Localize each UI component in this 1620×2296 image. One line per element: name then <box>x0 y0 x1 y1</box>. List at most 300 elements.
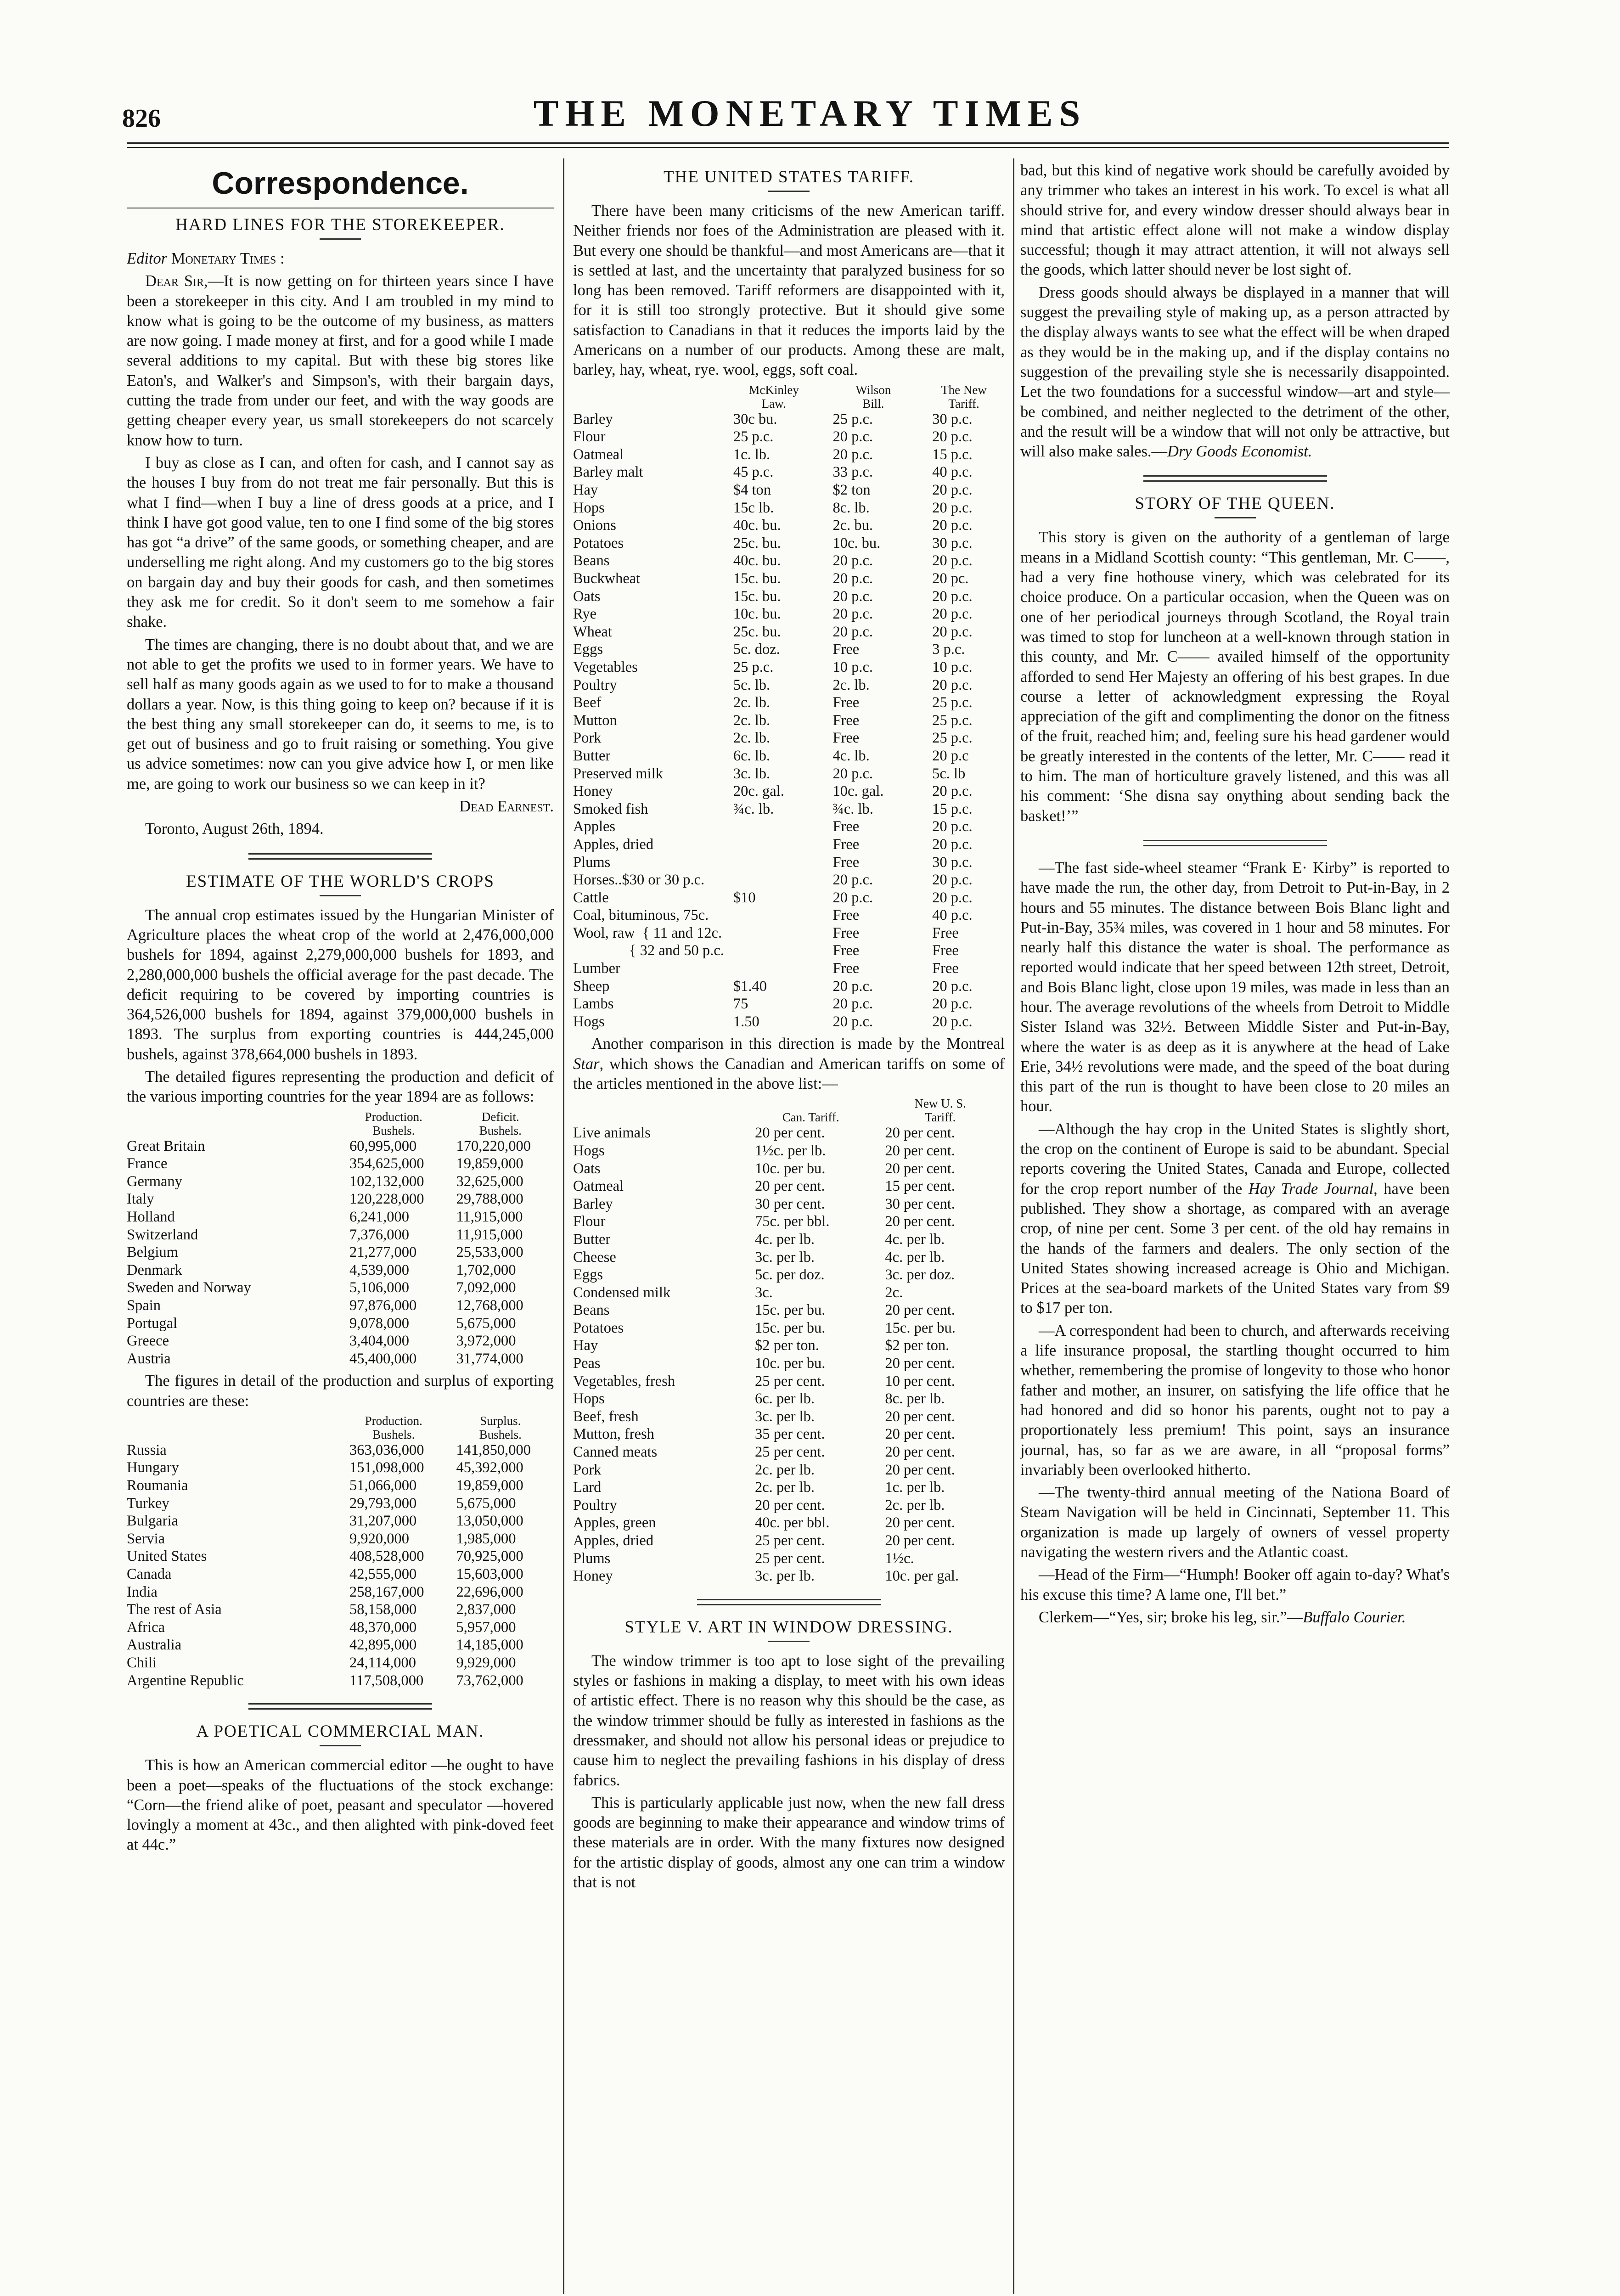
table-header-blank <box>127 1110 340 1137</box>
row-value: 10c. per bu. <box>755 1355 826 1372</box>
double-rule <box>248 853 432 860</box>
row-value: 20 p.c. <box>932 482 973 499</box>
row-value: 1½c. <box>885 1550 914 1567</box>
row-label: Servia <box>127 1530 165 1547</box>
row-label: { 32 and 50 p.c. <box>573 942 724 959</box>
row-value: Free <box>932 960 959 977</box>
row-value: 20 per cent. <box>885 1426 955 1443</box>
row-value: 20 per cent. <box>885 1355 955 1372</box>
table-row <box>573 1355 1005 1373</box>
table-header-surplus: Surplus. Bushels. <box>479 1413 522 1441</box>
row-label: Beans <box>573 1302 610 1319</box>
row-value: 48,370,000 <box>349 1619 417 1636</box>
row-value: 20 p.c. <box>832 978 873 995</box>
row-value: 102,132,000 <box>349 1173 424 1190</box>
row-value: 31,207,000 <box>349 1513 417 1530</box>
table-row <box>573 942 1005 960</box>
row-value: 117,508,000 <box>349 1672 424 1689</box>
masthead-rule-bottom <box>127 147 1449 148</box>
row-value: 29,788,000 <box>456 1191 523 1208</box>
row-value: ¾c. lb. <box>832 800 873 817</box>
row-value: 25 per cent. <box>755 1550 825 1567</box>
row-label: Denmark <box>127 1261 182 1278</box>
table-row <box>127 1155 554 1173</box>
row-value: 15c lb. <box>733 499 774 516</box>
table-row <box>127 1672 554 1690</box>
row-value: 151,098,000 <box>349 1459 424 1476</box>
row-label: Peas <box>573 1355 601 1372</box>
row-value: 7,092,000 <box>456 1279 516 1296</box>
row-value: 30 per cent. <box>755 1195 825 1212</box>
row-value: 70,925,000 <box>456 1548 523 1565</box>
row-value: 8c. per lb. <box>885 1390 945 1407</box>
row-value: 20 p.c <box>932 747 969 764</box>
table-row <box>127 1441 554 1459</box>
paragraph: This is particularly applicable just now, when the new fall dress goods are beginning to make their appearance and window trims of these materials are in order. With the many fixtures now designed for the artistic display of goods, almost any one can trim a window that is not <box>573 1794 1005 1891</box>
salutation: Editor Monetary Times : <box>127 250 285 267</box>
table-header-blank <box>127 1414 340 1441</box>
row-value: 20 per cent. <box>885 1532 955 1549</box>
row-value: 20 p.c. <box>932 872 973 889</box>
table-row <box>573 854 1005 872</box>
table-header-production: Production. Bushels. <box>365 1413 422 1441</box>
row-value: $2 ton <box>832 482 871 499</box>
row-value: 25 p.c. <box>932 712 973 729</box>
table-row <box>127 1226 554 1244</box>
row-value: 10c. per bu. <box>755 1160 826 1177</box>
table-row <box>127 1495 554 1513</box>
table-row <box>573 906 1005 924</box>
row-value: 12,768,000 <box>456 1297 523 1314</box>
row-value: 5c. per doz. <box>755 1266 825 1283</box>
dateline: Toronto, August 26th, 1894. <box>145 820 324 838</box>
table-header-deficit: Deficit. Bushels. <box>479 1109 522 1137</box>
row-value: 5,957,000 <box>456 1619 516 1636</box>
masthead: THE MONETARY TIMES <box>533 92 1087 134</box>
row-value: 20 p.c. <box>932 517 973 534</box>
table-row <box>573 1266 1005 1284</box>
row-value: 258,167,000 <box>349 1583 424 1600</box>
row-label: Oatmeal <box>573 446 624 463</box>
row-value: 45 p.c. <box>733 464 774 481</box>
row-label: Africa <box>127 1619 165 1636</box>
row-value: $10 <box>733 889 756 906</box>
row-value: 20 per cent. <box>885 1142 955 1159</box>
title-rule <box>768 191 810 192</box>
table-row <box>573 1160 1005 1178</box>
row-value: 30c bu. <box>733 411 777 428</box>
table-row <box>573 1337 1005 1355</box>
paragraph-text: Another comparison in this direction is made by the Montreal <box>591 1035 1005 1053</box>
article-title-us-tariff: THE UNITED STATES TARIFF. <box>663 168 915 186</box>
column-2 <box>573 161 1005 2280</box>
row-label: Barley <box>573 411 613 428</box>
row-value: 2c. bu. <box>832 517 873 534</box>
row-value: $2 per ton. <box>755 1337 819 1354</box>
row-label: Hay <box>573 482 598 499</box>
row-value: 20 per cent. <box>885 1444 955 1461</box>
source-star: Star <box>573 1055 600 1073</box>
row-label: France <box>127 1155 168 1172</box>
row-value: 25 per cent. <box>755 1373 825 1390</box>
table-row <box>127 1173 554 1191</box>
row-label: Greece <box>127 1333 169 1350</box>
row-value: 20 p.c. <box>832 588 873 605</box>
row-value: 3 p.c. <box>932 641 965 658</box>
table-row <box>573 1497 1005 1514</box>
row-value: 363,036,000 <box>349 1441 424 1458</box>
row-value: 5c. lb. <box>733 676 771 693</box>
row-value: 5c. lb <box>932 765 966 782</box>
row-value: 8c. lb. <box>832 499 870 516</box>
importing-countries-table <box>127 1110 554 1368</box>
row-value: 29,793,000 <box>349 1495 417 1512</box>
table-row <box>573 1425 1005 1443</box>
canada-us-tariff-table <box>573 1097 1005 1585</box>
row-value: Free <box>932 942 959 959</box>
row-label: Condensed milk <box>573 1284 671 1301</box>
paragraph: There have been many criticisms of the new American tariff. Neither friends nor foes of the Administration are pleased with it. But every one should be thankful—and most Americans are—that it is settled at last, and the uncertainty that paralyzed business for so long has been removed. Tariff reformers are disappointed with it, for it is still too strongly protective. But it should give some satisfaction to Canadians in that it reduces the imports laid by the Americans on a number of our products. Among these are malt, barley, hay, wheat, rye. wool, eggs, soft coal. <box>573 202 1005 379</box>
row-label: Austria <box>127 1350 171 1367</box>
row-value: 15 p.c. <box>932 446 973 463</box>
row-value: 20 p.c. <box>932 1013 973 1030</box>
row-value: 20 p.c. <box>932 978 973 995</box>
row-value: 20 per cent. <box>755 1497 825 1514</box>
table-row <box>573 446 1005 464</box>
row-value: 25 per cent. <box>755 1532 825 1549</box>
row-value <box>724 854 824 872</box>
table-row <box>573 1479 1005 1497</box>
row-value: 3c. per lb. <box>755 1249 815 1266</box>
paragraph <box>1020 283 1450 462</box>
table-row <box>573 463 1005 481</box>
row-label: Oats <box>573 1160 601 1177</box>
row-value: 3c. per lb. <box>755 1408 815 1425</box>
row-value: 73,762,000 <box>456 1672 523 1689</box>
table-row <box>573 1532 1005 1550</box>
table-row <box>573 517 1005 535</box>
article-title-world-crops: ESTIMATE OF THE WORLD'S CROPS <box>186 872 495 891</box>
row-value: 10c. bu. <box>733 606 781 623</box>
row-label: Live animals <box>573 1125 651 1142</box>
row-label: Apples <box>573 818 616 835</box>
us-tariff-table <box>573 383 1005 1031</box>
row-value: 20 p.c. <box>932 499 973 516</box>
table-row <box>573 481 1005 499</box>
row-label: Lard <box>573 1479 602 1496</box>
paragraph-text: —It is now getting on for thirteen years since I have been a storekeeper in this city. And I am troubled in my mind to know what is going to be the outcome of my business, as matters are now going. I made money at first, and for a good while I made several additions to my capital. But with these big stores like Eaton's, and Walker's and Simpson's, with their bargain days, cutting the trade from under our feet, and with the way goods are getting cheaper every year, us small storekeepers do not scarcely know how to turn. <box>127 272 554 449</box>
row-value: 2c. per lb. <box>755 1479 815 1496</box>
row-value: 15,603,000 <box>456 1566 523 1583</box>
row-label: Mutton, fresh <box>573 1426 654 1443</box>
table-row <box>573 1013 1005 1031</box>
row-value: 20 per cent. <box>885 1408 955 1425</box>
row-label: Chili <box>127 1654 157 1671</box>
source-buffalo-courier: Buffalo Courier. <box>1303 1608 1406 1626</box>
double-rule <box>1143 840 1327 846</box>
row-value: Free <box>832 730 860 747</box>
table-header-new-tariff: The New Tariff. <box>941 383 987 411</box>
title-rule <box>320 1745 361 1746</box>
row-value: 20 per cent. <box>885 1461 955 1478</box>
row-value: 20 p.c. <box>932 552 973 569</box>
row-value: 2c. lb. <box>832 676 870 693</box>
row-label: Cattle <box>573 889 609 906</box>
row-value: 3,972,000 <box>456 1333 516 1350</box>
row-value: 2c. per lb. <box>755 1461 815 1478</box>
title-rule <box>1215 517 1256 518</box>
table-row <box>127 1332 554 1350</box>
table-row <box>127 1512 554 1530</box>
row-label: Oats <box>573 588 601 605</box>
row-label: Sheep <box>573 978 610 995</box>
row-value <box>724 836 824 854</box>
row-label: Eggs <box>573 641 603 658</box>
row-value: 5c. doz. <box>733 641 780 658</box>
table-row <box>573 1319 1005 1337</box>
paragraph: The annual crop estimates issued by the Hungarian Minister of Agriculture places the wheat crop of the world at 2,476,000,000 bushels for 1894, against 2,279,000,000 bushels for 1893, and 2,280,000,000 bushels the official average for the past decade. The deficit requiring to be covered by importing countries is 364,526,000 bushels for 1894, against 379,000,000 bushels in 1893. The surplus from exporting countries is 444,245,000 bushels, against 378,664,000 bushels in 1893. <box>127 906 554 1063</box>
row-label: Hops <box>573 499 605 516</box>
table-row <box>573 1284 1005 1302</box>
table-row <box>573 570 1005 588</box>
row-value: 4c. per lb. <box>885 1231 945 1248</box>
row-value: 15c. per bu. <box>755 1302 826 1319</box>
row-value: 20 p.c. <box>932 606 973 623</box>
row-label: Eggs <box>573 1266 603 1283</box>
row-value: 14,185,000 <box>456 1637 523 1654</box>
column-3 <box>1020 161 1450 2280</box>
row-value: 10c. gal. <box>832 783 884 800</box>
row-value: 25 p.c. <box>733 428 774 445</box>
table-row <box>573 694 1005 712</box>
table-row <box>573 1124 1005 1142</box>
row-value: 4c. lb. <box>832 747 870 764</box>
paragraph: This is how an American commercial editor —he ought to have been a poet—speaks of the fluctuations of the stock exchange: “Corn—the friend alike of poet, peasant and speculator —hovered lovingly a moment at 43c., and then alighted with pink-doved feet at 44c.” <box>127 1756 554 1854</box>
table-row <box>573 836 1005 854</box>
row-value: 3c. <box>755 1284 773 1301</box>
salutation-pre: Editor <box>127 250 168 267</box>
row-value: 6c. lb. <box>733 747 771 764</box>
row-value: $1.40 <box>733 978 767 995</box>
table-row <box>127 1565 554 1583</box>
row-label: Portugal <box>127 1315 178 1332</box>
table-header-new-us-tariff: New U. S. Tariff. <box>914 1097 966 1125</box>
row-value: 20 p.c. <box>832 446 873 463</box>
table-row <box>127 1279 554 1297</box>
row-label: Plums <box>573 1550 611 1567</box>
table-header-blank <box>573 1097 746 1124</box>
table-row <box>127 1350 554 1368</box>
row-value: 20 per cent. <box>885 1125 955 1142</box>
news-item <box>1020 1608 1450 1627</box>
double-rule <box>697 1599 881 1605</box>
row-label: Bulgaria <box>127 1513 178 1530</box>
row-value: 25 p.c. <box>932 694 973 711</box>
row-label: Australia <box>127 1637 182 1654</box>
row-label: Poultry <box>573 1497 617 1514</box>
row-value: 141,850,000 <box>456 1441 531 1458</box>
table-row <box>573 978 1005 996</box>
masthead-rule-top <box>127 142 1449 144</box>
row-value: 2c. lb. <box>733 712 771 729</box>
row-value: 5,675,000 <box>456 1495 516 1512</box>
table-row <box>573 924 1005 942</box>
signature: Dead Earnest. <box>459 798 554 816</box>
table-row <box>573 960 1005 978</box>
table-row <box>127 1636 554 1654</box>
row-value: 40c. bu. <box>733 517 781 534</box>
table-row <box>573 499 1005 517</box>
row-value: 20 per cent. <box>755 1178 825 1195</box>
row-value: 40 p.c. <box>932 464 973 481</box>
table-header-blank <box>573 383 724 411</box>
table-row <box>573 1373 1005 1390</box>
table-row <box>127 1548 554 1565</box>
news-item: —A correspondent had been to church, and afterwards receiving a life insurance proposal, the startling thought occurred to him whether, remembering the promise of longevity to those who honor father and mother, an insurer, on satisfying the life office that he had honored and did so honor his parents, ought not to pay a proportionately less premium! This point, says an insurance journal, has, so far as we are aware, in all “proposal forms” invariably been overlooked hitherto. <box>1020 1322 1450 1479</box>
table-row <box>127 1530 554 1548</box>
table-row <box>573 747 1005 765</box>
row-value: 20 pc. <box>932 570 969 587</box>
row-value: 25 per cent. <box>755 1444 825 1461</box>
row-value: 20 p.c. <box>832 428 873 445</box>
paragraph: The figures in detail of the production and surplus of exporting countries are these: <box>127 1372 554 1410</box>
row-value: 75c. per bbl. <box>755 1213 830 1230</box>
table-row <box>573 641 1005 658</box>
table-row <box>573 605 1005 623</box>
table-row <box>573 765 1005 783</box>
paragraph: This story is given on the authority of a gentleman of large means in a Midland Scottish county: “This gentleman, Mr. C——, had a very fine hothouse vinery, which was celebrated for its choice produce. On a particular occasion, when the Queen was on one of her periodical journeys through Scotland, the Royal train was timed to stop for luncheon at a well-known through station in this county, and Mr. C—— availed himself of the opportunity afforded to send Her Majesty an offering of his best grapes. In due course a letter of acknowledgment expressing the Royal appreciation of the gift and complimenting the donor on the fitness of the fruit, reached him; and, feeling sure his head gardener would be greatly interested in the contents of the letter, Mr. C—— read it to him. The man of horticulture gravely listened, and this was all his comment: ‘She disna say onything about sending back the basket!’” <box>1020 529 1450 825</box>
news-item <box>1020 1120 1450 1318</box>
paragraph <box>573 1034 1005 1094</box>
table-row <box>127 1297 554 1315</box>
table-row <box>573 535 1005 552</box>
row-label: Plums <box>573 854 611 871</box>
row-value <box>724 942 824 960</box>
row-label: Spain <box>127 1297 161 1314</box>
row-label: Poultry <box>573 676 617 693</box>
row-value: 30 p.c. <box>932 535 973 551</box>
row-label: Canned meats <box>573 1444 658 1461</box>
row-label: Hogs <box>573 1142 605 1159</box>
row-value: 9,078,000 <box>349 1315 409 1332</box>
row-label: Russia <box>127 1441 167 1458</box>
row-value: 20 p.c. <box>932 818 973 835</box>
row-value: 1,702,000 <box>456 1261 516 1278</box>
paragraph: The window trimmer is too apt to lose sight of the prevailing styles or fashions in making a display, to meet with his own ideas of artistic effect. There is no reason why this should be the case, as the window trimmer should be fully as interested in fashions as the dressmaker, and should not allow his personal ideas or prejudice to cause him to neglect the prevailing fashions in his display of dress fabrics. <box>573 1652 1005 1789</box>
row-value: 35 per cent. <box>755 1426 825 1443</box>
row-label: The rest of Asia <box>127 1601 222 1618</box>
row-value: Free <box>832 854 860 871</box>
row-label: Italy <box>127 1191 154 1208</box>
row-value: $4 ton <box>733 482 771 499</box>
table-header-production: Production. Bushels. <box>365 1109 422 1137</box>
row-value: 31,774,000 <box>456 1350 523 1367</box>
row-value: 25c. bu. <box>733 623 781 640</box>
row-label: Preserved milk <box>573 765 663 782</box>
row-value: 58,158,000 <box>349 1601 417 1618</box>
row-label: Turkey <box>127 1495 169 1512</box>
row-value: 20 p.c. <box>832 623 873 640</box>
row-label: Beef <box>573 694 602 711</box>
paragraph-text: , have been published. They show a shortage, as compared with an average crop, of nine per cent. Some 3 per cent. of the old hay remains in the hands of the farmers and dealers. The only section of the United States showing increased acreage is Ohio and Michigan. Prices at the sea-board markets of the United States vary from $9 to $17 per ton. <box>1020 1180 1450 1317</box>
table-row <box>127 1601 554 1619</box>
row-value: 7,376,000 <box>349 1226 409 1243</box>
row-label: Hungary <box>127 1459 179 1476</box>
table-row <box>573 658 1005 676</box>
row-value: 30 p.c. <box>932 854 973 871</box>
row-label: Potatoes <box>573 535 624 551</box>
table-row <box>127 1190 554 1208</box>
table-row <box>127 1477 554 1495</box>
row-label: Coal, bituminous, 75c. <box>573 907 709 924</box>
page-number: 826 <box>122 104 161 133</box>
table-row <box>573 1301 1005 1319</box>
table-row <box>573 800 1005 818</box>
table-row <box>127 1583 554 1601</box>
row-value: 42,555,000 <box>349 1566 417 1583</box>
title-rule <box>320 895 361 896</box>
article-title-story-queen: STORY OF THE QUEEN. <box>1135 494 1335 513</box>
news-item: —The fast side-wheel steamer “Frank E· Kirby” is reported to have made the run, the other day, from Detroit to Put-in-Bay, in 2 hours and 55 minutes. The distance between Bois Blanc light and Put-in-Bay, 35¾ miles, was covered in 1 hour and 58 minutes. For nearly half this distance the water is shoal. The performance as reported would indicate that her speed between 12th street, Detroit, and Bois Blanc light, close upon 19 miles, was made in less than an hour. The average revolutions of the wheels from Detroit to Middle Sister Island was 32½. Between Middle Sister and Put-in-Bay, where the water is as deep as it is anywhere at the head of Lake Erie, 34½ revolutions were made, and the speed of the boat during this part of the run is thought to have been close to 20 miles an hour. <box>1020 859 1450 1115</box>
row-label: Horses..$30 or 30 p.c. <box>573 872 705 889</box>
row-value: 170,220,000 <box>456 1137 531 1154</box>
row-value: 354,625,000 <box>349 1155 424 1172</box>
row-value: 15c. bu. <box>733 588 781 605</box>
row-value: 20 p.c. <box>832 872 873 889</box>
table-row <box>127 1137 554 1155</box>
row-value: 20 per cent. <box>885 1514 955 1531</box>
row-label: Apples, green <box>573 1514 656 1531</box>
table-row <box>573 818 1005 836</box>
table-row <box>573 1461 1005 1479</box>
row-value: Free <box>832 818 860 835</box>
table-row <box>127 1619 554 1637</box>
table-row <box>573 1390 1005 1408</box>
table-row <box>573 1177 1005 1195</box>
article-title-style-v-art: STYLE V. ART IN WINDOW DRESSING. <box>624 1617 953 1637</box>
row-label: Canada <box>127 1566 172 1583</box>
row-value: 25 p.c. <box>832 411 873 428</box>
row-label: Flour <box>573 428 606 445</box>
row-value: 20 p.c. <box>932 428 973 445</box>
row-value: 15c. per bu. <box>885 1319 956 1336</box>
row-value: 9,929,000 <box>456 1654 516 1671</box>
article-title-hard-lines: HARD LINES FOR THE STOREKEEPER. <box>175 215 505 234</box>
row-label: Lambs <box>573 996 614 1013</box>
table-row <box>573 1514 1005 1532</box>
news-item: —The twenty-third annual meeting of the Nationa Board of Steam Navigation will be held in Cincinnati, September 11. This organization is made up largely of owners of vessel property navigating the western rivers and the Atlantic coast. <box>1020 1484 1450 1561</box>
row-value: 10 p.c. <box>932 658 973 675</box>
row-label: Barley <box>573 1195 613 1212</box>
row-value: Free <box>832 836 860 853</box>
row-value <box>724 924 824 942</box>
row-value: 3c. per doz. <box>885 1266 955 1283</box>
row-label: Rye <box>573 606 597 623</box>
row-value <box>724 906 824 924</box>
row-label: Mutton <box>573 712 617 729</box>
row-label: Holland <box>127 1208 175 1225</box>
row-value: Free <box>832 960 860 977</box>
row-label: Apples, dried <box>573 836 654 853</box>
row-value: 51,066,000 <box>349 1477 417 1494</box>
table-row <box>573 1231 1005 1249</box>
row-label: Germany <box>127 1173 182 1190</box>
row-label: Lumber <box>573 960 620 977</box>
row-value: 21,277,000 <box>349 1244 417 1261</box>
table-row <box>127 1315 554 1333</box>
row-value: 15 p.c. <box>932 800 973 817</box>
row-value: 25 p.c. <box>733 658 774 675</box>
